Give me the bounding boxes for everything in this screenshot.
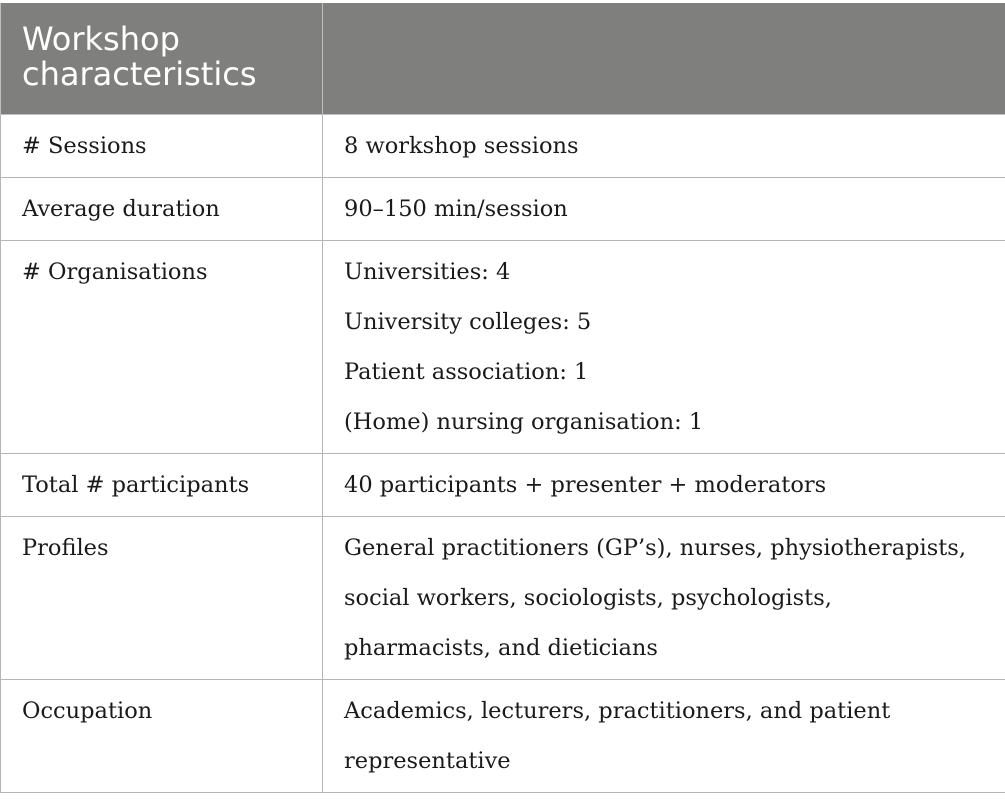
value-line: pharmacists, and dieticians <box>344 635 658 661</box>
table-row-occupation <box>1 680 1005 793</box>
row-value <box>323 241 1005 454</box>
value-line: representative <box>344 748 511 774</box>
table-row-sessions <box>1 115 1005 178</box>
value-line: (Home) nursing organisation: 1 <box>344 409 704 435</box>
row-value <box>323 454 1005 517</box>
workshop-characteristics-table <box>0 3 1005 793</box>
row-label: # Sessions <box>1 115 323 178</box>
row-label: Occupation <box>1 680 323 793</box>
row-label: Total # participants <box>1 454 323 517</box>
row-value <box>323 178 1005 241</box>
row-value <box>323 115 1005 178</box>
value-line: General practitioners (GP’s), nurses, physiotherapists, <box>344 535 966 561</box>
table-row-profiles <box>1 517 1005 680</box>
value-line: 40 participants + presenter + moderators <box>344 472 827 498</box>
row-label: Average duration <box>1 178 323 241</box>
table-row-participants <box>1 454 1005 517</box>
value-line: University colleges: 5 <box>344 309 592 335</box>
value-line: Patient association: 1 <box>344 359 589 385</box>
value-line: 90–150 min/session <box>344 196 568 222</box>
header-title: Workshop characteristics <box>1 3 323 115</box>
table-row-organisations <box>1 241 1005 454</box>
value-line: Academics, lecturers, practitioners, and patient <box>344 698 891 724</box>
row-value <box>323 517 1005 680</box>
header-row <box>1 3 1005 115</box>
row-label: # Organisations <box>1 241 323 454</box>
header-empty <box>323 3 1005 115</box>
value-line: 8 workshop sessions <box>344 133 579 159</box>
value-line: social workers, sociologists, psychologists, <box>344 585 832 611</box>
table-row-duration <box>1 178 1005 241</box>
row-value <box>323 680 1005 793</box>
value-line: Universities: 4 <box>344 259 511 285</box>
row-label: Profiles <box>1 517 323 680</box>
